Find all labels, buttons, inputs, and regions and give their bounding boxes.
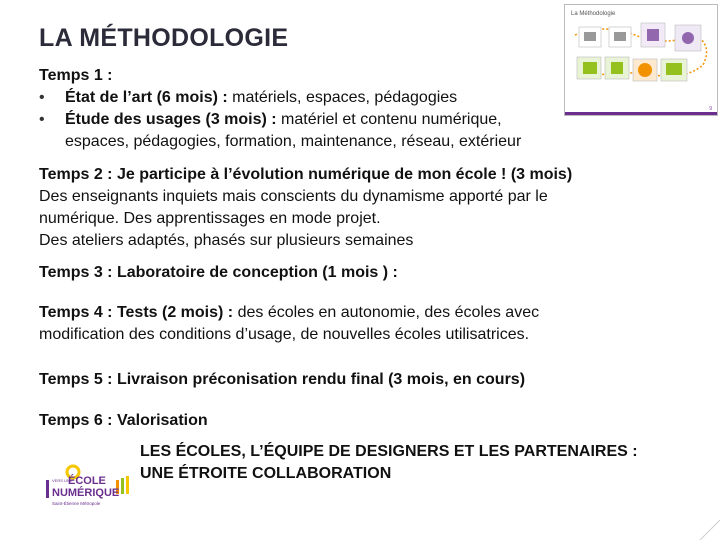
logo-word-2: NUMÉRIQUE [52, 487, 120, 499]
temps2-line-2: numérique. Des apprentissages en mode projet. [39, 210, 381, 227]
temps2-label: Temps 2 : Je participe à l’évolution numérique de mon école ! (3 mois) [39, 166, 573, 183]
temps2-line-3: Des ateliers adaptés, phasés sur plusieurs semaines [39, 232, 414, 249]
bullet-icon: • [39, 89, 45, 106]
temps4-strong: Temps 4 : Tests (2 mois) : [39, 304, 234, 321]
logo-top-text: VERS UNE [52, 478, 73, 483]
temps2-line-1: Des enseignants inquiets mais conscients du dynamisme apporté par le [39, 188, 548, 205]
bullet-2-text: matériel et contenu numérique, [276, 111, 502, 128]
temps1-label: Temps 1 : [39, 67, 113, 84]
logo-graphic [46, 462, 136, 510]
temps1-bullet-2 [39, 109, 502, 131]
temps4-line-1 [39, 302, 539, 324]
thumbnail-page-number: 9 [709, 106, 712, 112]
closing-line-1: LES ÉCOLES, L’ÉQUIPE DE DESIGNERS ET LES PARTENAIRES : [140, 443, 638, 460]
closing-line-2: UNE ÉTROITE COLLABORATION [140, 465, 392, 482]
logo-word-1: ÉCOLE [68, 475, 106, 487]
bullet-icon: • [39, 111, 45, 128]
temps4-line-2: modification des conditions d’usage, de nouvelles écoles utilisatrices. [39, 326, 530, 343]
bullet-1-strong: État de l’art (6 mois) : [65, 89, 228, 106]
corner-decoration [690, 510, 720, 540]
methodology-diagram-image [565, 5, 719, 117]
temps1-bullet-1 [39, 87, 457, 109]
bullet-2-strong: Étude des usages (3 mois) : [65, 111, 277, 128]
methodology-thumbnail [564, 4, 718, 116]
page-title: LA MÉTHODOLOGIE [39, 24, 289, 52]
temps3-label: Temps 3 : Laboratoire de conception (1 mois ) : [39, 264, 398, 281]
thumbnail-title: La Méthodologie [571, 11, 616, 17]
thumbnail-bottom-bar [565, 112, 717, 115]
temps6-label: Temps 6 : Valorisation [39, 412, 208, 429]
bullet-1-text: matériels, espaces, pédagogies [227, 89, 458, 106]
temps1-continuation: espaces, pédagogies, formation, maintenance, réseau, extérieur [65, 133, 522, 150]
logo-sub-text: Saint-Étienne Métropole [52, 501, 101, 506]
temps5-label: Temps 5 : Livraison préconisation rendu final (3 mois, en cours) [39, 371, 526, 388]
ecole-numerique-logo [46, 462, 136, 510]
temps4-text: des écoles en autonomie, des écoles avec [233, 304, 540, 321]
closing-statement [140, 441, 638, 485]
